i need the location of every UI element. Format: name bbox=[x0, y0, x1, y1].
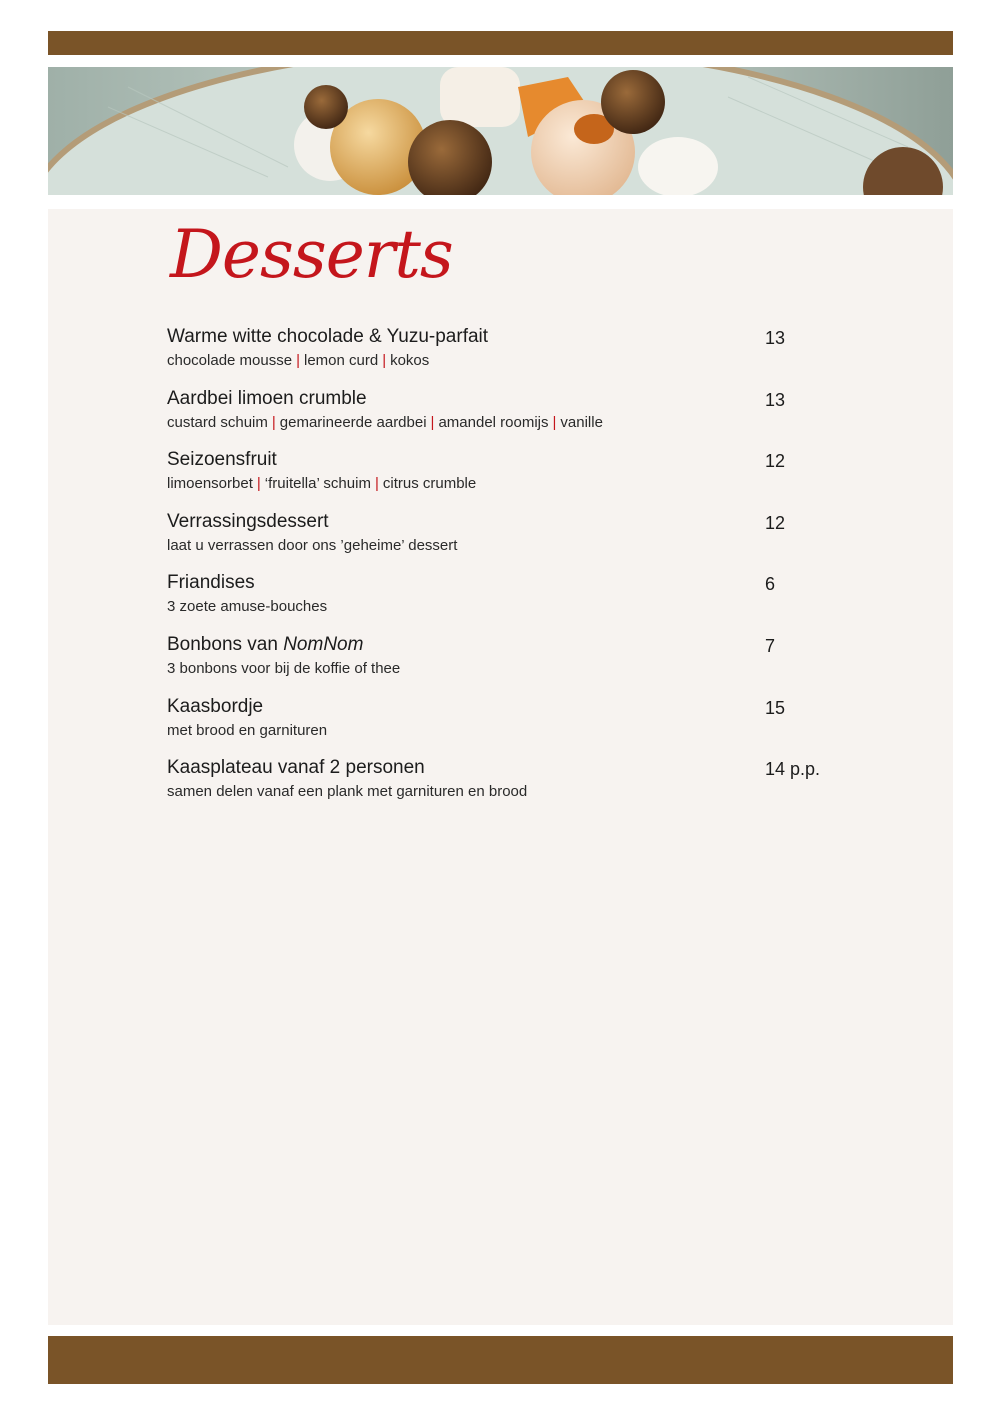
menu-item-name bbox=[167, 509, 329, 535]
menu-item-name bbox=[167, 694, 263, 720]
menu-item-price: 7 bbox=[765, 635, 776, 656]
menu-item-name bbox=[167, 447, 277, 473]
dessert-menu-list bbox=[167, 324, 847, 817]
menu-item-name bbox=[167, 632, 363, 658]
menu-item-ingredient: amandel roomijs bbox=[438, 413, 549, 431]
menu-item-ingredient: met brood en garnituren bbox=[167, 721, 328, 739]
menu-item-ingredient: kokos bbox=[390, 352, 430, 369]
menu-item-name-text: Warme witte chocolade & Yuzu-parfait bbox=[167, 326, 489, 347]
menu-item-description bbox=[167, 659, 400, 679]
menu-item-ingredient: custard schuim bbox=[167, 413, 268, 431]
separator: | bbox=[382, 352, 387, 369]
menu-item-description bbox=[167, 597, 327, 617]
menu-item bbox=[167, 386, 847, 448]
menu-item-description bbox=[167, 413, 603, 433]
separator: | bbox=[271, 413, 276, 431]
menu-item-ingredient: ‘fruitella’ schuim bbox=[264, 475, 371, 493]
menu-item-name bbox=[167, 570, 255, 596]
menu-item-name bbox=[167, 755, 425, 781]
dessert-photo bbox=[48, 67, 953, 195]
page-title: Desserts bbox=[170, 216, 453, 293]
menu-item bbox=[167, 570, 847, 632]
menu-item-ingredient: 3 bonbons voor bij de koffie of thee bbox=[167, 659, 401, 677]
menu-item-ingredient: limoensorbet bbox=[167, 475, 253, 493]
separator: | bbox=[430, 413, 435, 431]
menu-item-ingredient: samen delen vanaf een plank met garnituren en brood bbox=[167, 783, 528, 801]
menu-item bbox=[167, 694, 847, 756]
menu-item-name-text: Kaasplateau vanaf 2 personen bbox=[167, 757, 425, 779]
menu-item-brand: NomNom bbox=[283, 633, 364, 655]
menu-item bbox=[167, 509, 847, 571]
top-decorative-band bbox=[48, 31, 953, 55]
menu-item-price: 6 bbox=[765, 574, 776, 595]
menu-item bbox=[167, 324, 847, 386]
menu-item-ingredient: laat u verrassen door ons ’geheime’ dessert bbox=[167, 536, 458, 554]
menu-item-name bbox=[167, 324, 488, 350]
separator: | bbox=[552, 413, 557, 431]
dessert-plate-photo-icon bbox=[48, 67, 953, 195]
bottom-decorative-band bbox=[48, 1336, 953, 1384]
menu-item-ingredient: vanille bbox=[560, 413, 603, 431]
menu-item-description bbox=[167, 536, 457, 556]
menu-item-ingredient: lemon curd bbox=[303, 352, 379, 369]
menu-item-name-text: Friandises bbox=[167, 572, 255, 594]
separator: | bbox=[374, 475, 379, 493]
menu-item-name-text: Kaasbordje bbox=[167, 695, 264, 717]
menu-item-name-text: Seizoensfruit bbox=[167, 449, 277, 471]
menu-item-description bbox=[167, 351, 429, 371]
menu-item bbox=[167, 447, 847, 509]
menu-item-name-text: Verrassingsdessert bbox=[167, 510, 329, 532]
menu-item-description bbox=[167, 782, 527, 802]
menu-item-ingredient: citrus crumble bbox=[382, 475, 477, 493]
menu-item-price: 12 bbox=[765, 512, 786, 533]
menu-item-price: 13 bbox=[765, 389, 786, 410]
menu-item-name-text: Bonbons van bbox=[167, 633, 284, 655]
menu-item-name bbox=[167, 386, 367, 412]
menu-item-ingredient: gemarineerde aardbei bbox=[279, 413, 427, 431]
separator: | bbox=[256, 475, 261, 493]
menu-item bbox=[167, 755, 847, 817]
menu-item-price: 15 bbox=[765, 697, 786, 718]
menu-item-description bbox=[167, 474, 476, 494]
separator: | bbox=[296, 352, 300, 369]
menu-item-name-text: Aardbei limoen crumble bbox=[167, 387, 367, 409]
menu-item-description bbox=[167, 721, 327, 741]
menu-item bbox=[167, 632, 847, 694]
menu-item-price: 12 bbox=[765, 451, 786, 472]
menu-item-price: 13 bbox=[765, 328, 786, 348]
menu-item-ingredient: 3 zoete amuse-bouches bbox=[167, 598, 328, 616]
menu-item-price: 14 p.p. bbox=[765, 759, 821, 780]
menu-item-ingredient: chocolade mousse bbox=[167, 352, 293, 369]
